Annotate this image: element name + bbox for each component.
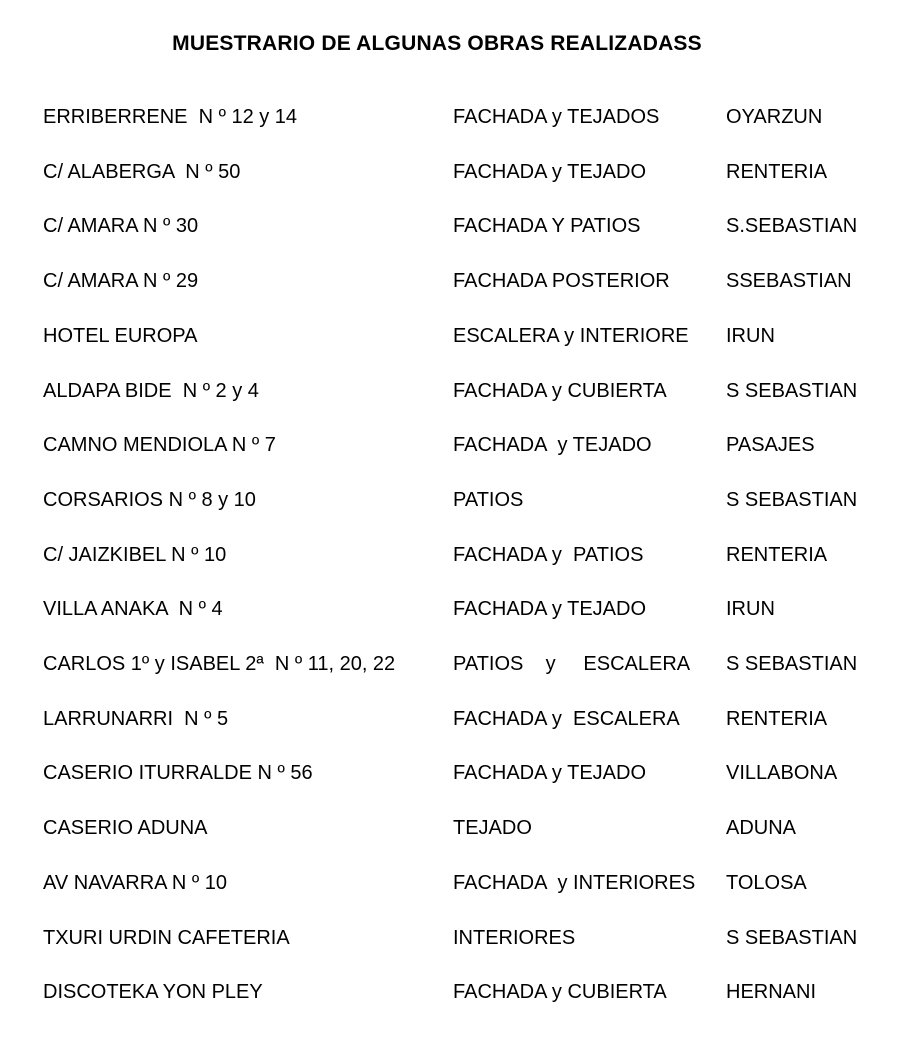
list-item [0, 594, 900, 624]
work-address: CASERIO ITURRALDE N º 56 [43, 762, 313, 784]
work-city: PASAJES [726, 434, 815, 456]
work-address: AV NAVARRA N º 10 [43, 872, 228, 894]
work-city: HERNANI [726, 981, 817, 1003]
work-city: VILLABONA [726, 762, 838, 784]
work-city: RENTERIA [726, 708, 828, 730]
work-address: DISCOTEKA YON PLEY [43, 981, 263, 1003]
work-type: FACHADA y CUBIERTA [453, 981, 667, 1003]
work-city: OYARZUN [726, 106, 823, 128]
work-address: HOTEL EUROPA [43, 325, 198, 347]
list-item [0, 813, 900, 843]
list-item [0, 102, 900, 132]
list-item [0, 923, 900, 953]
list-item [0, 430, 900, 460]
work-type: FACHADA y TEJADOS [453, 106, 660, 128]
work-city: S.SEBASTIAN [726, 215, 858, 237]
work-address: CORSARIOS N º 8 y 10 [43, 489, 256, 511]
work-address: C/ AMARA N º 30 [43, 215, 199, 237]
work-address: ALDAPA BIDE N º 2 y 4 [43, 380, 259, 402]
work-city: IRUN [726, 598, 775, 620]
work-city: IRUN [726, 325, 775, 347]
list-item [0, 376, 900, 406]
work-address: ERRIBERRENE N º 12 y 14 [43, 106, 298, 128]
work-type: FACHADA y ESCALERA [453, 708, 680, 730]
work-city: ADUNA [726, 817, 797, 839]
work-address: TXURI URDIN CAFETERIA [43, 927, 290, 949]
work-type: TEJADO [453, 817, 532, 839]
list-item [0, 540, 900, 570]
list-item [0, 977, 900, 1007]
work-address: LARRUNARRI N º 5 [43, 708, 229, 730]
work-type: FACHADA y TEJADO [453, 762, 647, 784]
work-type: FACHADA Y PATIOS [453, 215, 641, 237]
work-city: S SEBASTIAN [726, 380, 858, 402]
list-item [0, 868, 900, 898]
work-type: ESCALERA y INTERIORE [453, 325, 689, 347]
work-city: SSEBASTIAN [726, 270, 852, 292]
work-address: CARLOS 1º y ISABEL 2ª N º 11, 20, 22 [43, 653, 396, 675]
work-city: S SEBASTIAN [726, 927, 858, 949]
list-item [0, 704, 900, 734]
work-type: FACHADA POSTERIOR [453, 270, 670, 292]
work-city: RENTERIA [726, 161, 828, 183]
work-city: S SEBASTIAN [726, 653, 858, 675]
list-item [0, 485, 900, 515]
work-address: CAMNO MENDIOLA N º 7 [43, 434, 276, 456]
work-type: FACHADA y TEJADO [453, 598, 647, 620]
work-type: FACHADA y TEJADO [453, 434, 652, 456]
work-type: FACHADA y INTERIORES [453, 872, 696, 894]
list-item [0, 649, 900, 679]
work-address: CASERIO ADUNA [43, 817, 208, 839]
work-type: FACHADA y CUBIERTA [453, 380, 667, 402]
list-item [0, 321, 900, 351]
work-type: PATIOS y ESCALERA [453, 653, 691, 675]
list-item [0, 266, 900, 296]
work-city: S SEBASTIAN [726, 489, 858, 511]
work-address: C/ ALABERGA N º 50 [43, 161, 241, 183]
work-city: RENTERIA [726, 544, 828, 566]
work-type: PATIOS [453, 489, 524, 511]
work-type: FACHADA y TEJADO [453, 161, 647, 183]
list-item [0, 758, 900, 788]
list-item [0, 211, 900, 241]
page-title: MUESTRARIO DE ALGUNAS OBRAS REALIZADASS [172, 32, 702, 55]
work-address: C/ AMARA N º 29 [43, 270, 199, 292]
work-type: FACHADA y PATIOS [453, 544, 644, 566]
list-item [0, 157, 900, 187]
work-address: C/ JAIZKIBEL N º 10 [43, 544, 227, 566]
work-address: VILLA ANAKA N º 4 [43, 598, 223, 620]
work-type: INTERIORES [453, 927, 576, 949]
work-city: TOLOSA [726, 872, 807, 894]
